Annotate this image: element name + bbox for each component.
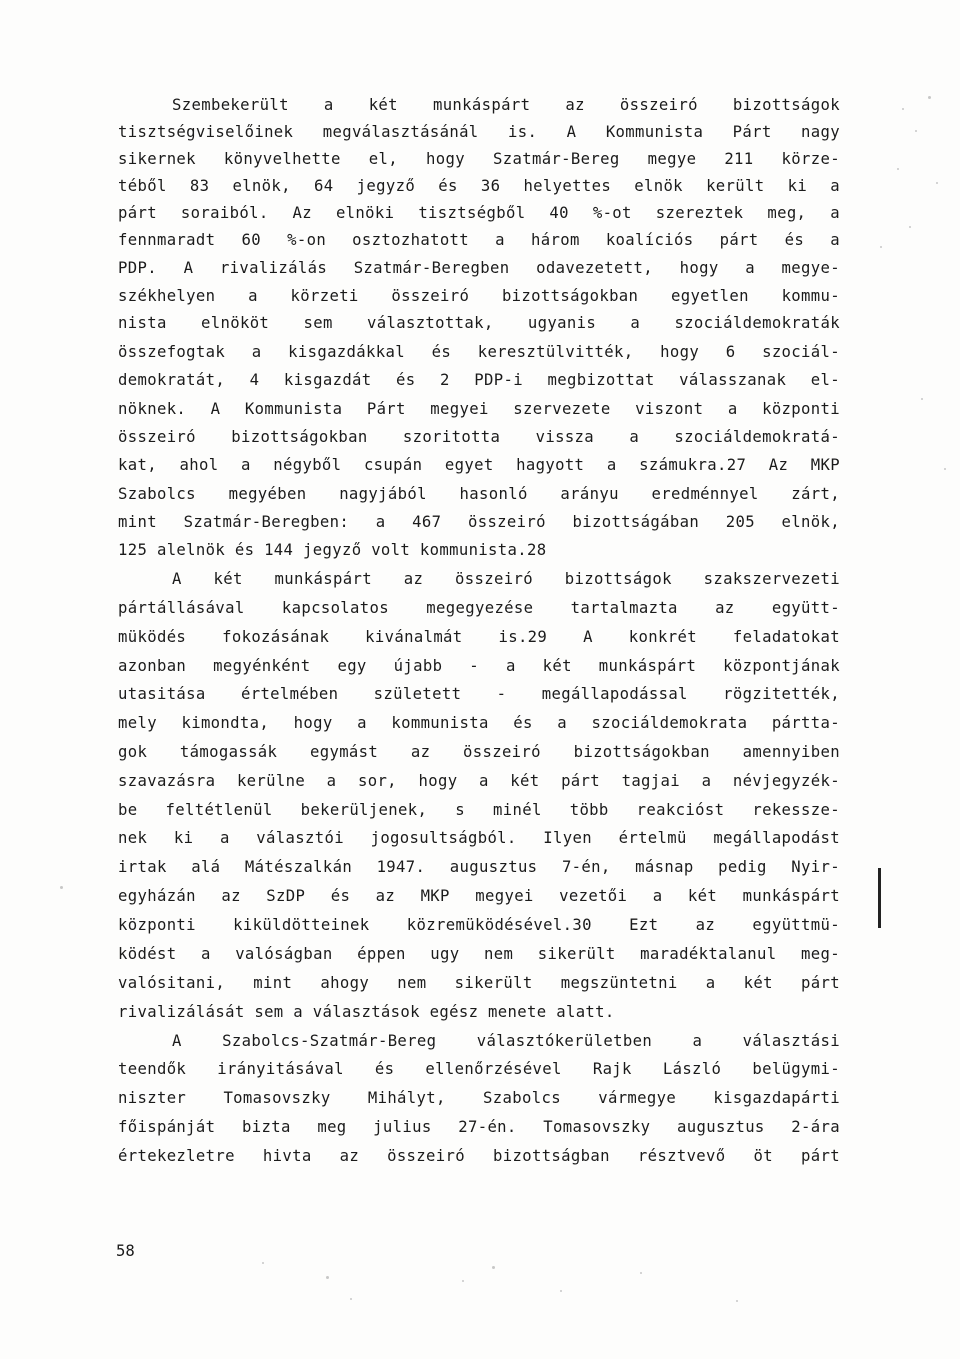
text-line: Szabolcs megyében nagyjából hasonló arányu eredménnyel zárt, xyxy=(118,485,840,503)
text-line: rivalizálását sem a választások egész menete alatt. xyxy=(118,1003,615,1021)
scan-speck xyxy=(944,468,946,470)
text-line: utasitása értelmében született - megállapodással rögzitették, xyxy=(118,685,840,703)
text-line: főispánját bizta meg julius 27-én. Tomasovszky augusztus 2-ára xyxy=(118,1118,840,1136)
text-line: nek ki a választói jogosultságból. Ilyen értelmü megállapodást xyxy=(118,829,840,847)
scan-speck xyxy=(921,398,923,400)
text-line: niszter Tomasovszky Mihályt, Szabolcs vármegye kisgazdapárti xyxy=(118,1089,840,1107)
text-line: téből 83 elnök, 64 jegyző és 36 helyettes elnök került ki a xyxy=(118,177,840,195)
text-line: demokratát, 4 kisgazdát és 2 PDP-i megbizottat válasszanak el- xyxy=(118,371,840,389)
text-line: nöknek. A Kommunista Párt megyei szervezete viszont a központi xyxy=(118,400,840,418)
scan-speck xyxy=(462,1280,464,1282)
scan-speck xyxy=(897,168,899,170)
text-line: szavazásra kerülne a sor, hogy a két párt tagjai a névjegyzék- xyxy=(118,772,840,790)
text-line: PDP. A rivalizálás Szatmár-Beregben odavezetett, hogy a megye- xyxy=(118,259,840,277)
text-line: nista elnököt sem választottak, ugyanis a szociáldemokraták xyxy=(118,314,840,332)
text-line: összefogtak a kisgazdákkal és keresztülvitték, hogy 6 szociál- xyxy=(118,343,840,361)
text-line: be feltétlenül bekerüljenek, s minél több reakcióst rekessze- xyxy=(118,801,840,819)
text-line: tisztségviselőinek megválasztásánál is. A Kommunista Párt nagy xyxy=(118,123,840,141)
text-line: valósitani, mint ahogy nem sikerült megszüntetni a két párt xyxy=(118,974,840,992)
text-line: 125 alelnök és 144 jegyző volt kommunista.28 xyxy=(118,541,547,559)
text-line: mint Szatmár-Beregben: a 467 összeiró bizottságában 205 elnök, xyxy=(118,513,840,531)
text-line: irtak alá Mátészalkán 1947. augusztus 7-én, másnap pedig Nyir- xyxy=(118,858,840,876)
text-line: A Szabolcs-Szatmár-Bereg választókerületben a választási xyxy=(172,1032,840,1050)
scan-speck xyxy=(880,246,882,248)
scan-speck xyxy=(936,182,938,184)
text-line: értekezletre hivta az összeiró bizottságban résztvevő öt párt xyxy=(118,1147,840,1165)
scan-speck xyxy=(640,1272,642,1274)
text-line: kat, ahol a négyből csupán egyet hagyott a számukra.27 Az MKP xyxy=(118,456,840,474)
text-line: összeiró bizottságokban szoritotta vissza a szociáldemokratá- xyxy=(118,428,840,446)
text-line: A két munkáspárt az összeiró bizottságok szakszervezeti xyxy=(172,570,840,588)
scan-speck xyxy=(262,1262,264,1264)
text-line: egyházán az SzDP és az MKP megyei vezetői a két munkáspárt xyxy=(118,887,840,905)
scan-speck xyxy=(60,886,63,889)
scan-speck xyxy=(928,96,931,99)
text-line: azonban megyénként egy újabb - a két munkáspárt központjának xyxy=(118,657,840,675)
text-line: ködést a valóságban éppen ugy nem sikerült maradéktalanul meg- xyxy=(118,945,840,963)
text-line: teendők irányitásával és ellenőrzésével Rajk László belügymi- xyxy=(118,1060,840,1078)
scan-speck xyxy=(736,1300,738,1302)
text-line: pártállásával kapcsolatos megegyezése tartalmazta az együtt- xyxy=(118,599,840,617)
scan-speck xyxy=(492,1266,495,1269)
text-line: müködés fokozásának kivánalmát is.29 A konkrét feladatokat xyxy=(118,628,840,646)
scan-speck xyxy=(326,1276,329,1279)
scan-speck xyxy=(902,108,904,110)
scan-speck xyxy=(350,1298,352,1300)
text-line: sikernek könyvelhette el, hogy Szatmár-Bereg megye 211 körze- xyxy=(118,150,840,168)
text-line: mely kimondta, hogy a kommunista és a szociáldemokrata pártta- xyxy=(118,714,840,732)
scan-speck xyxy=(909,226,911,228)
text-line: fennmaradt 60 %-on osztozhatott a három koalíciós párt és a xyxy=(118,231,840,249)
text-line: székhelyen a körzeti összeiró bizottságokban egyetlen kommu- xyxy=(118,287,840,305)
scan-edge-mark xyxy=(878,868,881,928)
page-number: 58 xyxy=(116,1242,135,1260)
scan-speck xyxy=(915,130,917,132)
text-line: gok támogassák egymást az összeiró bizottságokban amennyiben xyxy=(118,743,840,761)
scan-speck xyxy=(560,1290,562,1292)
text-line: párt soraiból. Az elnöki tisztségből 40 %-ot szereztek meg, a xyxy=(118,204,840,222)
text-line: Szembekerült a két munkáspárt az összeiró bizottságok xyxy=(172,96,840,114)
text-line: központi kiküldötteinek közremüködésével.30 Ezt az együttmü- xyxy=(118,916,840,934)
